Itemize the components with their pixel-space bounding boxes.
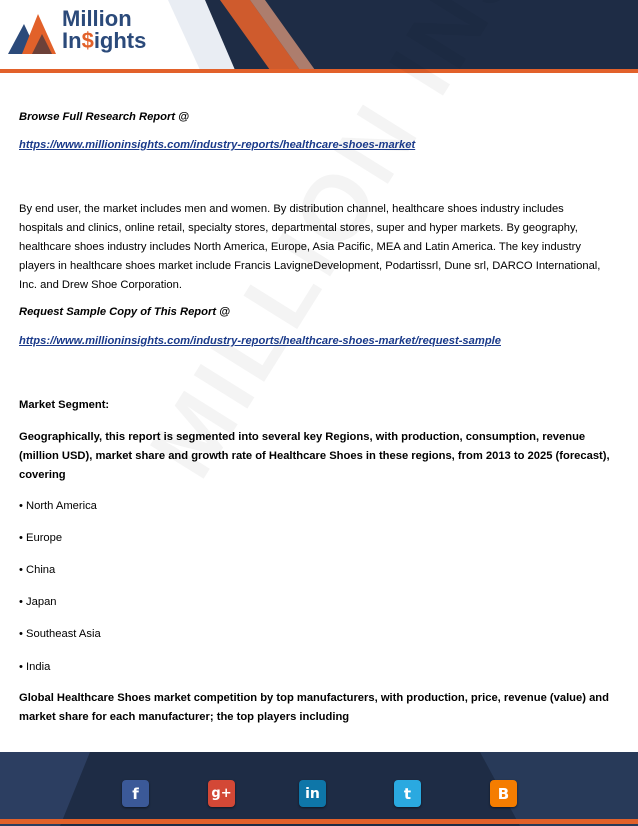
logo-in: In [62, 28, 82, 53]
region-list-item: • China [19, 564, 56, 576]
geography-line: Geographically, this report is segmented into several key Regions, with production, consumption, revenue [19, 431, 586, 443]
geography-line: covering [19, 469, 66, 481]
region-list-item: • Japan [19, 596, 57, 608]
paragraph-line: Inc. and Drew Shoe Corporation. [19, 279, 182, 291]
request-sample-label: Request Sample Copy of This Report @ [19, 306, 231, 318]
page-header [0, 0, 638, 70]
competition-line: Global Healthcare Shoes market competition by top manufacturers, with production, price, revenue (value) and [19, 692, 609, 704]
competition-paragraph [19, 689, 609, 727]
paragraph-line: hospitals and clinics, online retail, specialty stores, departmental stores, super and hyper markets. By geography, [19, 222, 578, 234]
region-list-item: • Europe [19, 532, 63, 544]
logo-line-million: Million [62, 6, 132, 31]
geography-line: (million USD), market share and growth rate of Healthcare Shoes in these regions, from 2013 to 2025 (forecast), [19, 450, 610, 462]
region-list-item: • Southeast Asia [19, 628, 101, 640]
paragraph-line: players in healthcare shoes market include Francis LavigneDevelopment, Podartissrl, Dune srl, DARCO International, [19, 260, 601, 272]
paragraph-line: healthcare shoes industry includes North America, Europe, Asia Pacific, MEA and Latin America. The key industry [19, 241, 581, 253]
logo-wordmark [62, 8, 146, 52]
market-segment-heading: Market Segment: [19, 399, 110, 411]
footer-orange-rule [0, 819, 638, 824]
geography-paragraph [19, 428, 610, 485]
million-insights-logo-icon [8, 10, 58, 56]
logo-line-insights [62, 30, 146, 52]
blogger-icon[interactable]: B [490, 780, 517, 807]
linkedin-icon[interactable]: in [299, 780, 326, 807]
logo-ights: ights [93, 28, 147, 53]
browse-report-link[interactable]: https://www.millioninsights.com/industry-reports/healthcare-shoes-market [19, 139, 416, 151]
paragraph-line: By end user, the market includes men and women. By distribution channel, healthcare shoes industry includes [19, 203, 564, 215]
header-orange-rule [0, 69, 638, 73]
browse-report-label: Browse Full Research Report @ [19, 111, 190, 123]
facebook-icon[interactable]: f [122, 780, 149, 807]
region-list-item: • North America [19, 500, 97, 512]
description-paragraph [19, 200, 600, 295]
competition-line: market share for each manufacturer; the top players including [19, 711, 350, 723]
request-sample-link[interactable]: https://www.millioninsights.com/industry-reports/healthcare-shoes-market/request-sample [19, 335, 501, 347]
twitter-icon[interactable]: t [394, 780, 421, 807]
google-plus-icon[interactable]: g+ [208, 780, 235, 807]
logo-dollar: $ [81, 28, 94, 53]
region-list-item: • India [19, 661, 51, 673]
